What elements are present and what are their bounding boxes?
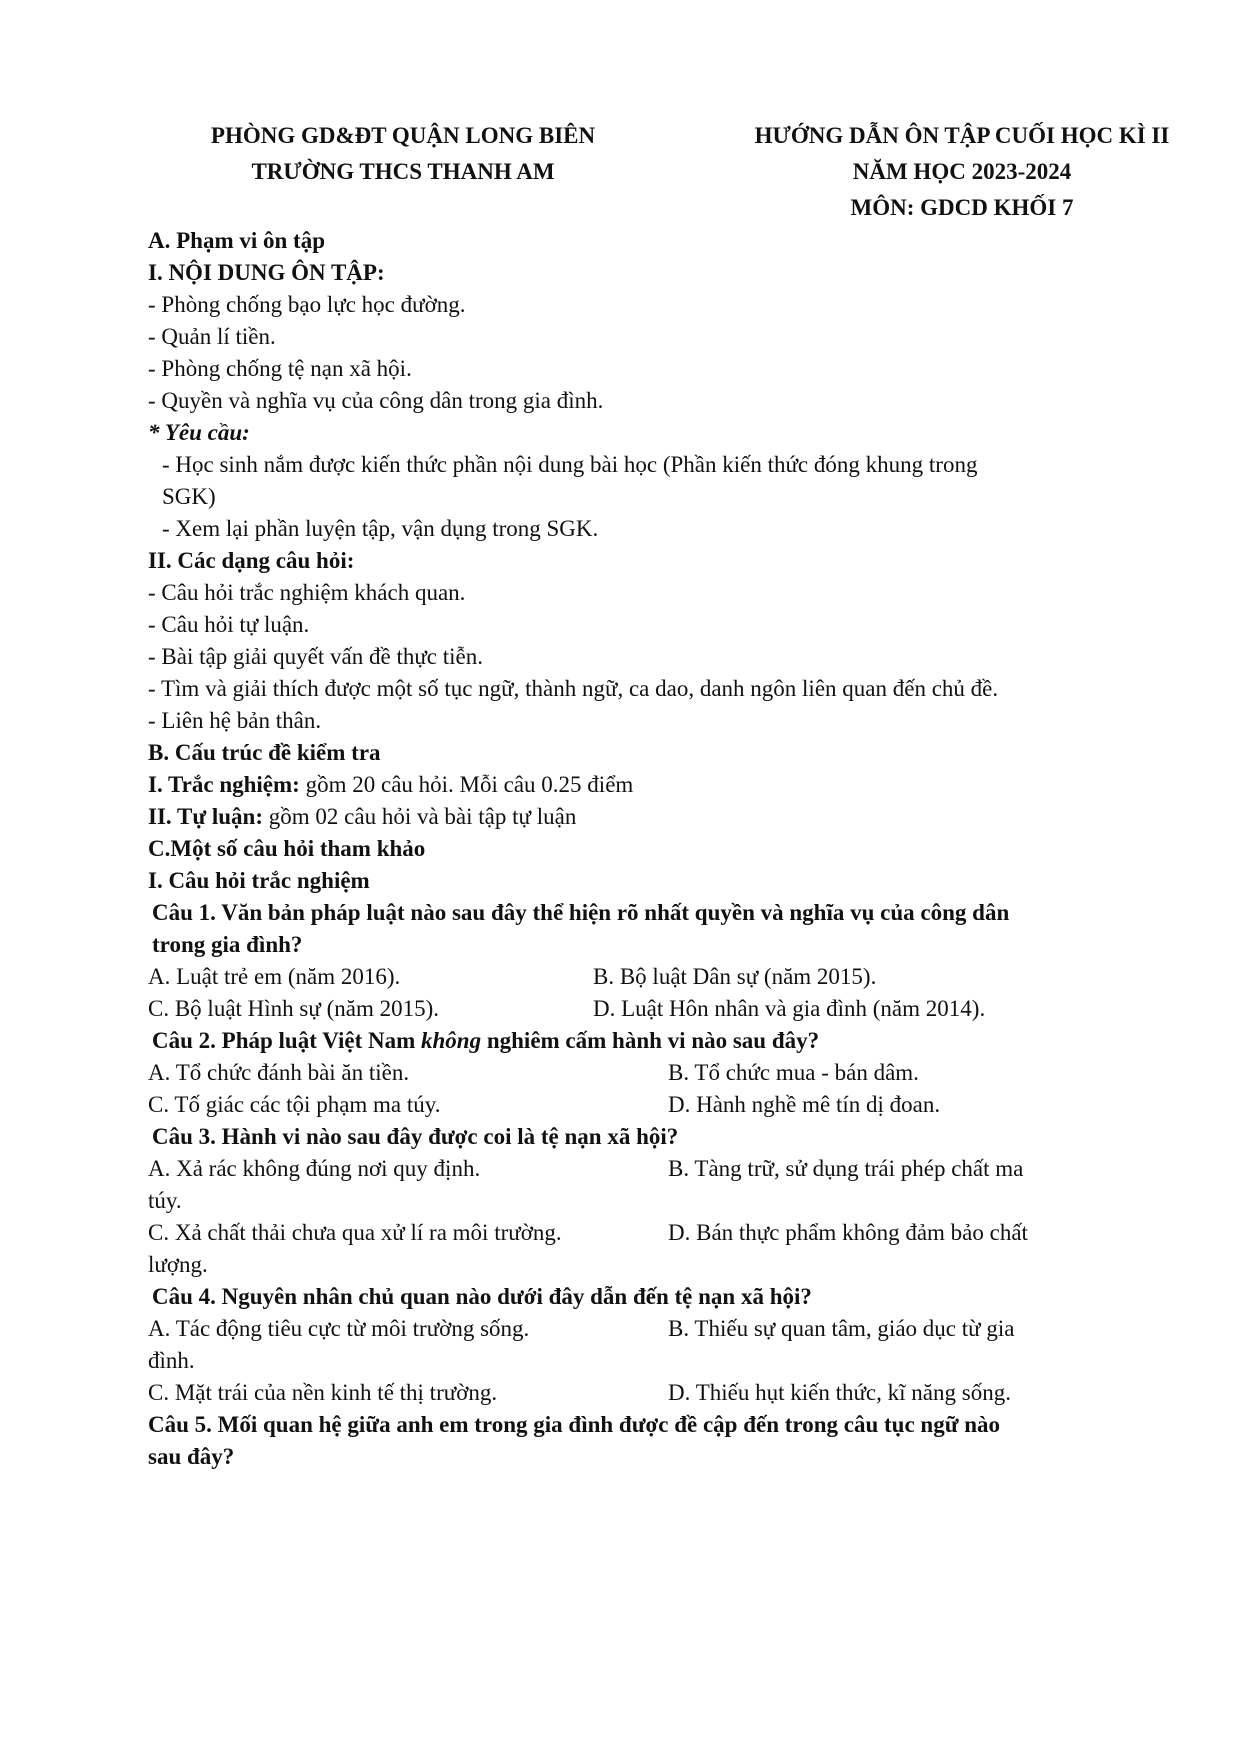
list-item: - Quyền và nghĩa vụ của công dân trong gia đình. — [148, 388, 604, 413]
section-a-heading-1: I. NỘI DUNG ÔN TẬP: — [148, 260, 385, 285]
question-1: Câu 1. Văn bản pháp luật nào sau đây thể hiện rõ nhất quyền và nghĩa vụ của công dân trong gia đình? — [152, 900, 1010, 957]
question-emphasis: không — [421, 1028, 482, 1053]
answer-row — [148, 1377, 1128, 1409]
answer-option: B. Tàng trữ, sử dụng trái phép chất ma — [668, 1156, 1024, 1181]
answer-option: A. Tổ chức đánh bài ăn tiền. — [148, 1060, 410, 1085]
answer-row — [148, 1313, 1128, 1345]
list-item: - Bài tập giải quyết vấn đề thực tiễn. — [148, 644, 484, 669]
subject: MÔN: GDCD KHỐI 7 — [850, 195, 1074, 220]
answer-option: D. Luật Hôn nhân và gia đình (năm 2014). — [593, 996, 986, 1021]
answer-option: C. Xả chất thải chưa qua xử lí ra môi trường. — [148, 1220, 562, 1245]
question-2 — [148, 1025, 1128, 1057]
list-item: - Câu hỏi tự luận. — [148, 612, 310, 637]
list-item: - Phòng chống tệ nạn xã hội. — [148, 356, 412, 381]
answer-continuation: túy. — [148, 1188, 182, 1213]
structure-label: I. Trắc nghiệm: — [148, 772, 300, 797]
answer-option: C. Mặt trái của nền kinh tế thị trường. — [148, 1380, 498, 1405]
section-a-title: A. Phạm vi ôn tập — [148, 228, 325, 253]
question-5: Câu 5. Mối quan hệ giữa anh em trong gia đình được đề cập đến trong câu tục ngữ nào sau đây? — [148, 1412, 1001, 1469]
answer-continuation: lượng. — [148, 1252, 208, 1277]
answer-option: D. Hành nghề mê tín dị đoan. — [668, 1092, 941, 1117]
answer-option: B. Thiếu sự quan tâm, giáo dục từ gia — [668, 1316, 1015, 1341]
list-item: - Phòng chống bạo lực học đường. — [148, 292, 466, 317]
header-right — [702, 118, 1222, 226]
answer-option: A. Luật trẻ em (năm 2016). — [148, 964, 401, 989]
list-item: - Câu hỏi trắc nghiệm khách quan. — [148, 580, 466, 605]
school-name: TRƯỜNG THCS THANH AM — [251, 159, 555, 184]
structure-item — [148, 801, 1128, 833]
requirements-title: * Yêu cầu: — [148, 420, 250, 445]
structure-text: gồm 02 câu hỏi và bài tập tự luận — [263, 804, 577, 829]
list-item: - Quản lí tiền. — [148, 324, 276, 349]
requirement-item: - Học sinh nắm được kiến thức phần nội dung bài học (Phần kiến thức đóng khung trong SGK) — [162, 452, 978, 509]
answer-row — [148, 1153, 1128, 1185]
answer-row — [148, 1217, 1128, 1249]
question-4: Câu 4. Nguyên nhân chủ quan nào dưới đây dẫn đến tệ nạn xã hội? — [152, 1284, 812, 1309]
answer-option: D. Bán thực phẩm không đảm bảo chất — [668, 1220, 1028, 1245]
question-3: Câu 3. Hành vi nào sau đây được coi là tệ nạn xã hội? — [152, 1124, 679, 1149]
document-title: HƯỚNG DẪN ÔN TẬP CUỐI HỌC KÌ II — [754, 123, 1170, 148]
school-year: NĂM HỌC 2023-2024 — [852, 159, 1072, 184]
list-item: - Tìm và giải thích được một số tục ngữ, thành ngữ, ca dao, danh ngôn liên quan đến chủ đề. — [148, 676, 999, 701]
answer-continuation: đình. — [148, 1348, 195, 1373]
answer-option: B. Tổ chức mua - bán dâm. — [668, 1060, 919, 1085]
answer-row — [148, 993, 1128, 1025]
answer-option: B. Bộ luật Dân sự (năm 2015). — [593, 964, 877, 989]
section-c-title: C.Một số câu hỏi tham khảo — [148, 836, 426, 861]
answer-row — [148, 1089, 1128, 1121]
structure-text: gồm 20 câu hỏi. Mỗi câu 0.25 điểm — [299, 772, 634, 797]
answer-row — [148, 1057, 1128, 1089]
document-body — [148, 225, 1128, 1473]
structure-label: II. Tự luận: — [148, 804, 264, 829]
answer-option: A. Xả rác không đúng nơi quy định. — [148, 1156, 481, 1181]
answer-option: C. Tố giác các tội phạm ma túy. — [148, 1092, 441, 1117]
answer-row — [148, 961, 1128, 993]
answer-option: A. Tác động tiêu cực từ môi trường sống. — [148, 1316, 530, 1341]
question-text: nghiêm cấm hành vi nào sau đây? — [481, 1028, 820, 1053]
answer-option: C. Bộ luật Hình sự (năm 2015). — [148, 996, 440, 1021]
header-left — [158, 118, 648, 190]
section-c-heading-1: I. Câu hỏi trắc nghiệm — [148, 868, 370, 893]
structure-item — [148, 769, 1128, 801]
answer-option: D. Thiếu hụt kiến thức, kĩ năng sống. — [668, 1380, 1011, 1405]
question-text: Câu 2. Pháp luật Việt Nam — [152, 1028, 421, 1053]
section-a-heading-2: II. Các dạng câu hỏi: — [148, 548, 355, 573]
requirement-item: - Xem lại phần luyện tập, vận dụng trong SGK. — [162, 516, 599, 541]
section-b-title: B. Cấu trúc đề kiểm tra — [148, 740, 381, 765]
list-item: - Liên hệ bản thân. — [148, 708, 322, 733]
department-name: PHÒNG GD&ĐT QUẬN LONG BIÊN — [210, 123, 596, 148]
